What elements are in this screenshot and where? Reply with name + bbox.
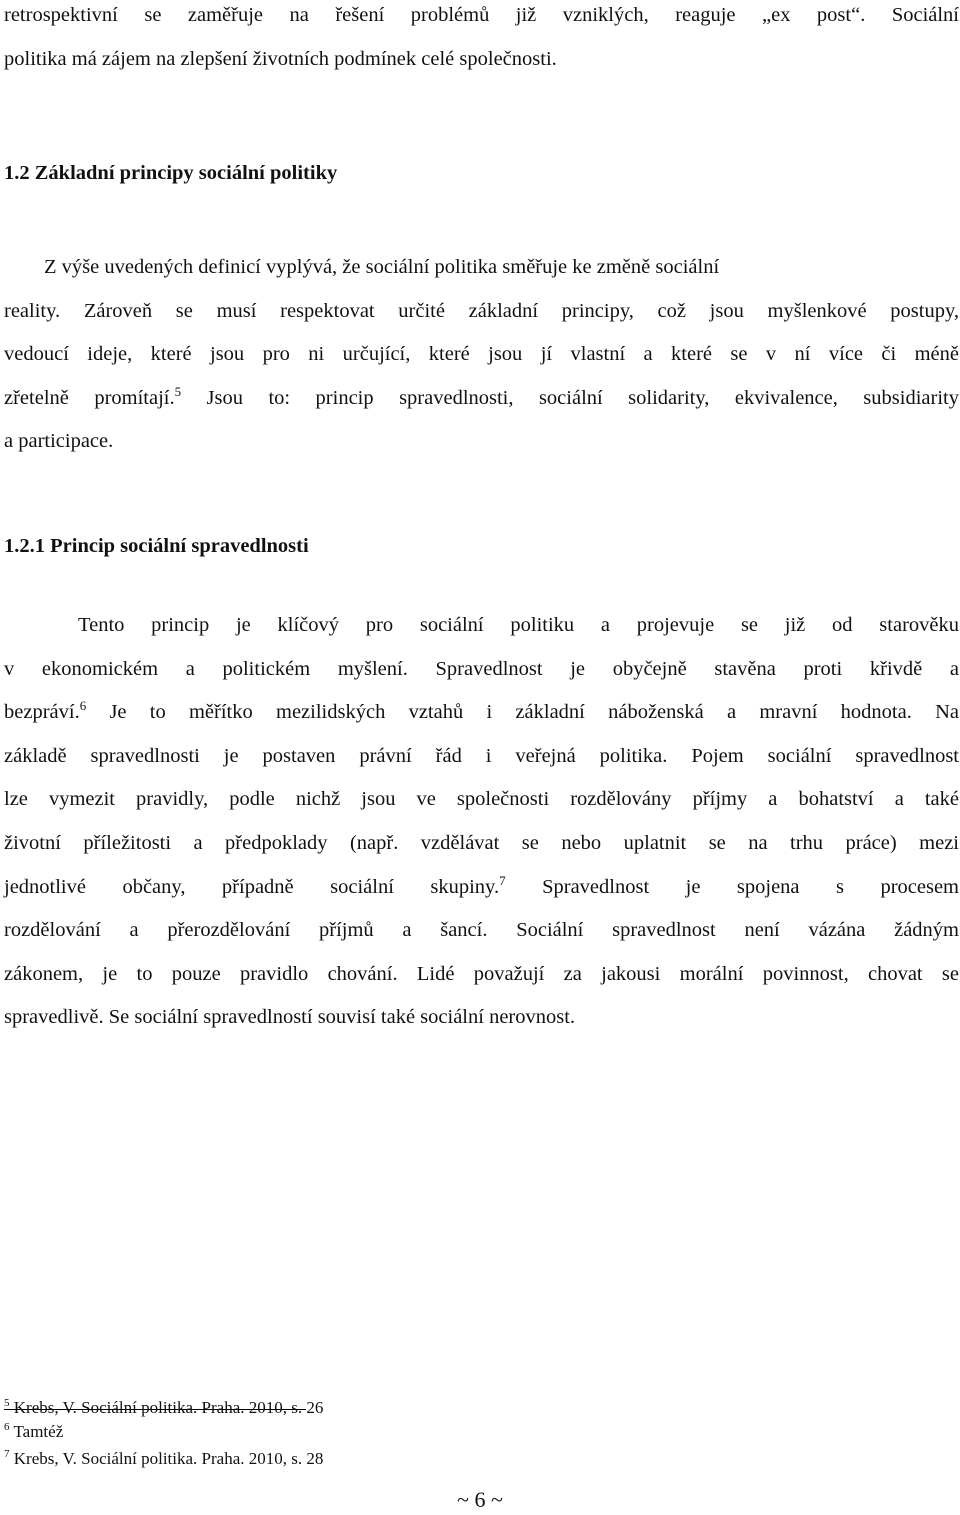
text-line (4, 866, 959, 910)
text-span: Jsou to: princip spravedlnosti, sociální solidarity, ekvivalence, subsidiarity (181, 386, 959, 409)
footnote-text: Tamtéž (13, 1422, 64, 1441)
text-line: vedoucí ideje, které jsou pro ni určující, které jsou jí vlastní a které se v ní více či méně (4, 343, 959, 366)
text-line: politika má zájem na zlepšení životních podmínek celé společnosti. (4, 47, 557, 70)
text-line: Tento princip je klíčový pro sociální politiku a projevuje se již od starověku (78, 614, 959, 636)
intro-paragraph (4, 0, 959, 81)
text-line (4, 377, 959, 421)
text-line: zákonem, je to pouze pravidlo chování. Lidé považují za jakousi morální povinnost, chovat se (4, 962, 959, 985)
text-line: spravedlivě. Se sociální spravedlností souvisí také sociální nerovnost. (4, 1006, 576, 1029)
footnote-ref: 7 (499, 872, 506, 888)
footnote-text: Krebs, V. Sociální politika. Praha. 2010, s. 28 (13, 1449, 324, 1468)
subsection-heading: 1.2.1 Princip sociální spravedlnosti (4, 535, 309, 557)
footnote-number: 5 (4, 1397, 10, 1409)
text-line: reality. Zároveň se musí respektovat určité základní principy, což jsou myšlenkové postupy, (4, 299, 959, 322)
footnote-ref: 5 (174, 383, 182, 399)
text-line: retrospektivní se zaměřuje na řešení problémů již vzniklých, reaguje „ex post“. Sociální (4, 4, 959, 26)
text-line: životní příležitosti a předpoklady (např. vzdělávat se nebo uplatnit se na trhu práce) mezi (4, 831, 959, 854)
text-line: Z výše uvedených definicí vyplývá, že sociální politika směřuje ke změně sociální (44, 256, 720, 278)
text-line: a participace. (4, 430, 114, 453)
text-span: jednotlivé občany, případně sociální skupiny. (4, 875, 500, 898)
text-span: zřetelně promítají. (4, 386, 175, 409)
footnote (4, 1396, 323, 1420)
footnote-ref: 6 (79, 698, 87, 714)
text-line: v ekonomickém a politickém myšlení. Spravedlnost je obyčejně stavěna proti křivdě a (4, 657, 959, 680)
text-line (4, 691, 959, 735)
text-line: základě spravedlnosti je postaven právní řád i veřejná politika. Pojem sociální spravedlnost (4, 744, 959, 767)
footnote-text: Krebs, V. Sociální politika. Praha. 2010, s. 26 (13, 1398, 324, 1417)
footnote-number: 7 (4, 1448, 10, 1460)
page-number: ~ 6 ~ (457, 1487, 503, 1512)
text-line: rozdělování a přerozdělování příjmů a šancí. Sociální spravedlnost není vázána žádným (4, 919, 959, 942)
paragraph (4, 604, 959, 1040)
section-heading: 1.2 Základní principy sociální politiky (4, 162, 338, 184)
footnote (4, 1420, 63, 1444)
text-span: bezpráví. (4, 701, 80, 724)
paragraph (4, 246, 959, 464)
footnote-number: 6 (4, 1421, 10, 1433)
footnote (4, 1447, 323, 1471)
text-span: Spravedlnost je spojena s procesem (505, 875, 960, 898)
text-span: Je to měřítko mezilidských vztahů i základní náboženská a mravní hodnota. Na (86, 701, 959, 724)
text-line: lze vymezit pravidly, podle nichž jsou ve společnosti rozdělovány příjmy a bohatství a také (4, 788, 959, 811)
